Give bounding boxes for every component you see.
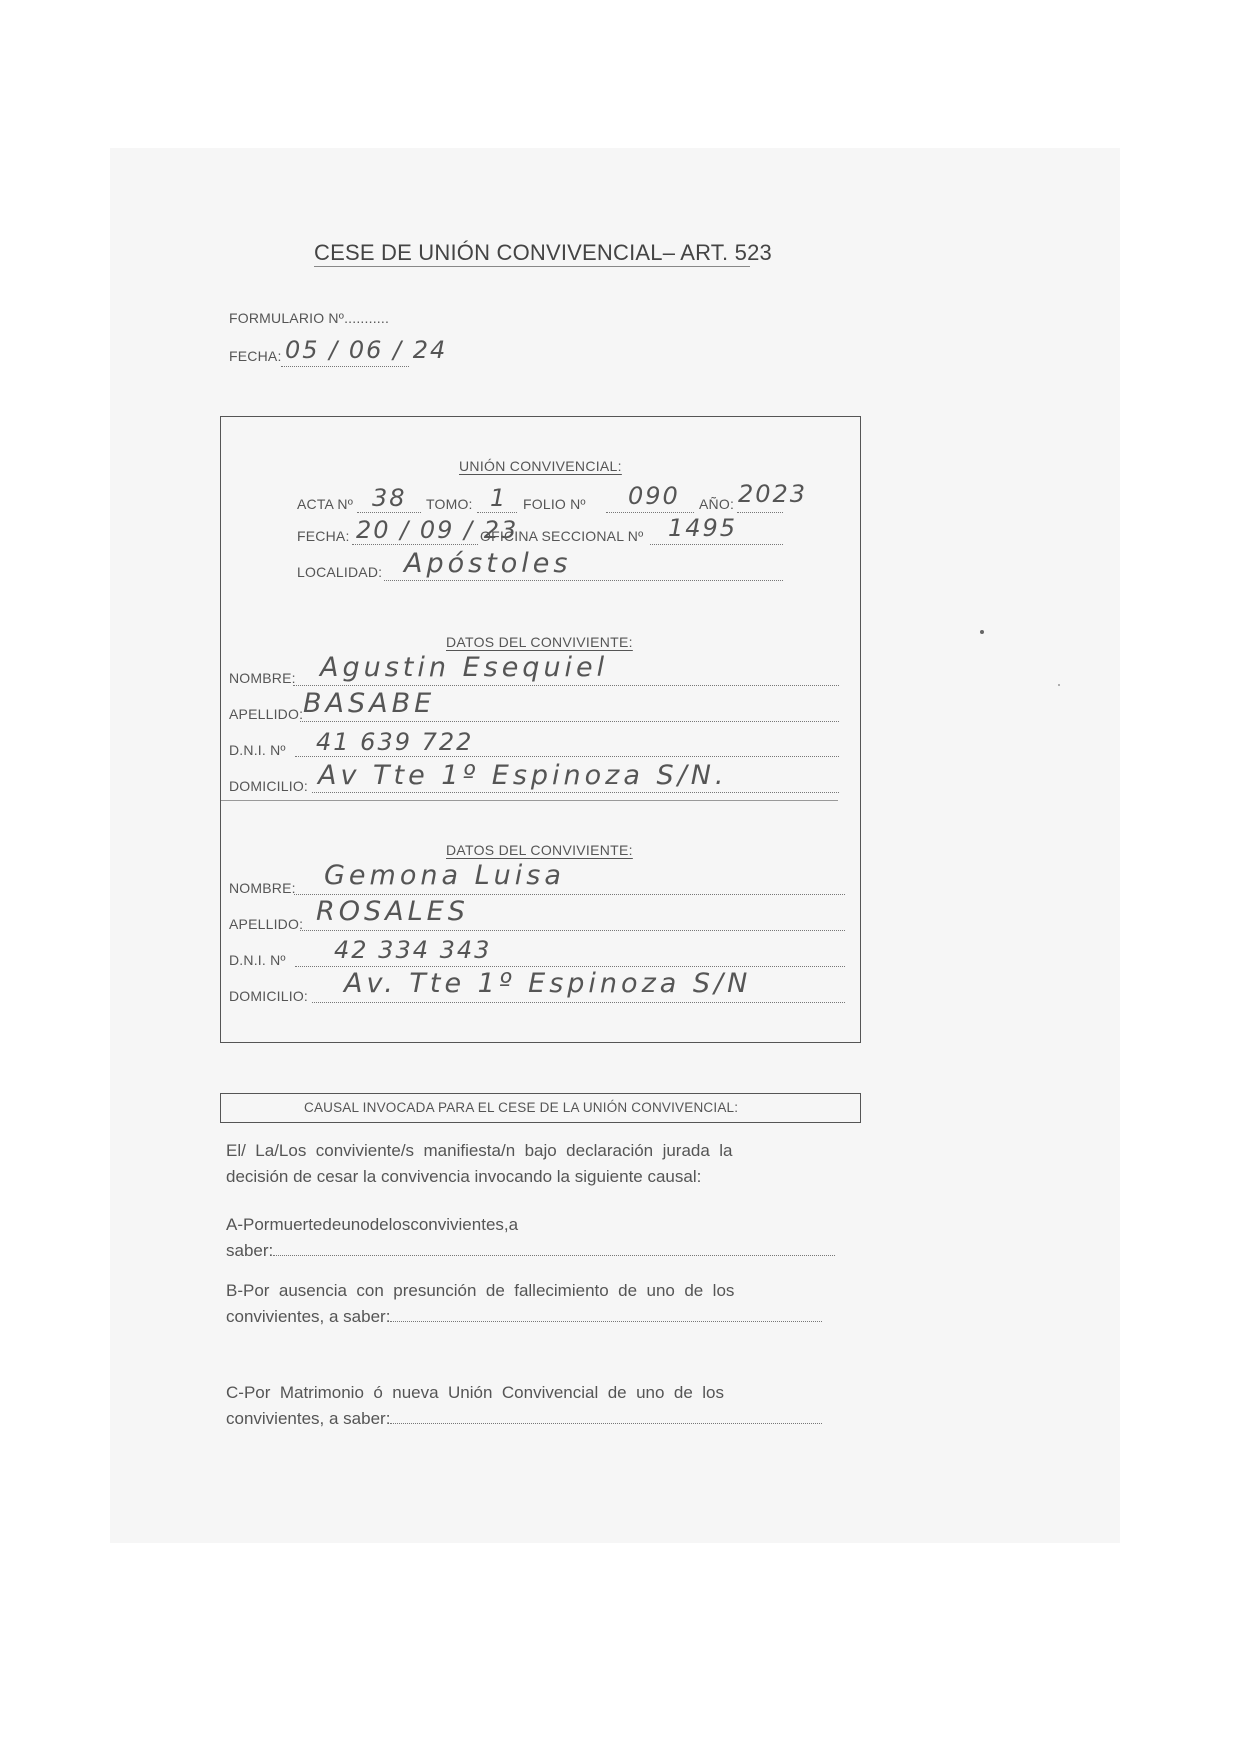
c1-apellido-label: APELLIDO: <box>229 706 304 722</box>
tomo-value[interactable]: 1 <box>490 484 508 512</box>
localidad-dots <box>384 580 783 581</box>
anio-dots <box>737 512 783 513</box>
causal-a-line1: A-Pormuertedeunodelosconvivientes,a <box>226 1215 519 1234</box>
union-heading: UNIÓN CONVIVENCIAL: <box>459 458 622 474</box>
c2-domicilio-dots <box>312 1002 845 1003</box>
c1-apellido-value[interactable]: BASABE <box>303 688 436 719</box>
causal-a-blank[interactable] <box>273 1241 835 1256</box>
c1-nombre-dots <box>293 685 839 686</box>
c2-nombre-label: NOMBRE: <box>229 880 296 896</box>
anio-label: AÑO: <box>699 496 735 512</box>
causal-b <box>226 1278 850 1330</box>
folio-dots <box>606 512 694 513</box>
causal-intro-line1: El/ La/Los conviviente/s manifiesta/n bajo declaración jurada la <box>226 1141 733 1160</box>
c2-apellido-label: APELLIDO: <box>229 916 304 932</box>
causal-b-line1: B-Por ausencia con presunción de fallecimiento de uno de los <box>226 1281 735 1300</box>
causal-a <box>226 1212 850 1264</box>
fecha-label: FECHA: <box>229 348 282 364</box>
union-fecha-dots <box>352 544 478 545</box>
oficina-dots <box>650 544 783 545</box>
causal-b-blank[interactable] <box>390 1307 822 1322</box>
causal-c <box>226 1380 850 1432</box>
scan-speck <box>1058 684 1060 686</box>
tomo-dots <box>477 512 517 513</box>
c1-dni-dots <box>295 756 839 757</box>
c1-nombre-value[interactable]: Agustin Esequiel <box>320 652 609 683</box>
c2-domicilio-label: DOMICILIO: <box>229 988 309 1004</box>
causal-intro <box>226 1138 850 1190</box>
tomo-label: TOMO: <box>426 496 473 512</box>
c1-domicilio-label: DOMICILIO: <box>229 778 309 794</box>
c2-domicilio-value[interactable]: Av. Tte 1º Espinoza S/N <box>344 968 752 999</box>
causal-a-line2: saber: <box>226 1238 850 1264</box>
c2-dni-dots <box>295 966 845 967</box>
acta-value[interactable]: 38 <box>372 484 407 512</box>
c2-apellido-dots <box>300 930 845 931</box>
causal-c-blank[interactable] <box>390 1409 822 1424</box>
folio-label: FOLIO Nº <box>523 496 586 512</box>
localidad-label: LOCALIDAD: <box>297 564 383 580</box>
c2-nombre-value[interactable]: Gemona Luisa <box>324 860 565 891</box>
causal-intro-line2: decisión de cesar la convivencia invocando la siguiente causal: <box>226 1167 702 1186</box>
causal-c-line2: convivientes, a saber: <box>226 1406 850 1432</box>
c1-domicilio-value[interactable]: Av Tte 1º Espinoza S/N. <box>318 760 728 791</box>
conviviente1-heading: DATOS DEL CONVIVIENTE: <box>446 634 633 650</box>
oficina-label: OFICINA SECCIONAL Nº <box>480 528 644 544</box>
c1-dni-label: D.N.I. Nº <box>229 742 286 758</box>
conviviente2-heading: DATOS DEL CONVIVIENTE: <box>446 842 633 858</box>
anio-value[interactable]: 2023 <box>738 480 808 508</box>
c2-apellido-value[interactable]: ROSALES <box>316 896 469 927</box>
union-fecha-value[interactable]: 20 / 09 / 23 <box>356 516 519 544</box>
c2-dni-value[interactable]: 42 334 343 <box>334 936 492 964</box>
formulario-label: FORMULARIO Nº........... <box>229 310 390 326</box>
acta-dots <box>357 512 421 513</box>
c2-dni-label: D.N.I. Nº <box>229 952 286 968</box>
c1-nombre-label: NOMBRE: <box>229 670 296 686</box>
document-title: CESE DE UNIÓN CONVIVENCIAL– ART. 523 <box>314 240 772 265</box>
c1-domicilio-dots <box>312 792 839 793</box>
c1-apellido-dots <box>300 721 839 722</box>
folio-value[interactable]: 090 <box>628 482 680 510</box>
section-divider <box>221 800 838 801</box>
causal-c-line1: C-Por Matrimonio ó nueva Unión Convivencial de uno de los <box>226 1383 724 1402</box>
union-fecha-label: FECHA: <box>297 528 350 544</box>
localidad-value[interactable]: Apóstoles <box>404 548 572 579</box>
fecha-dots <box>281 366 409 367</box>
causal-heading: CAUSAL INVOCADA PARA EL CESE DE LA UNIÓN CONVIVENCIAL: <box>304 1100 739 1115</box>
c1-dni-value[interactable]: 41 639 722 <box>316 728 474 756</box>
fecha-value[interactable]: 05 / 06 / 24 <box>285 336 448 364</box>
oficina-value[interactable]: 1495 <box>668 514 738 542</box>
acta-label: ACTA Nº <box>297 496 354 512</box>
scan-speck <box>980 630 984 634</box>
formulario-number-blank[interactable]: ........... <box>344 310 390 326</box>
c2-nombre-dots <box>294 894 845 895</box>
title-underline <box>314 266 750 267</box>
causal-b-line2: convivientes, a saber: <box>226 1304 850 1330</box>
